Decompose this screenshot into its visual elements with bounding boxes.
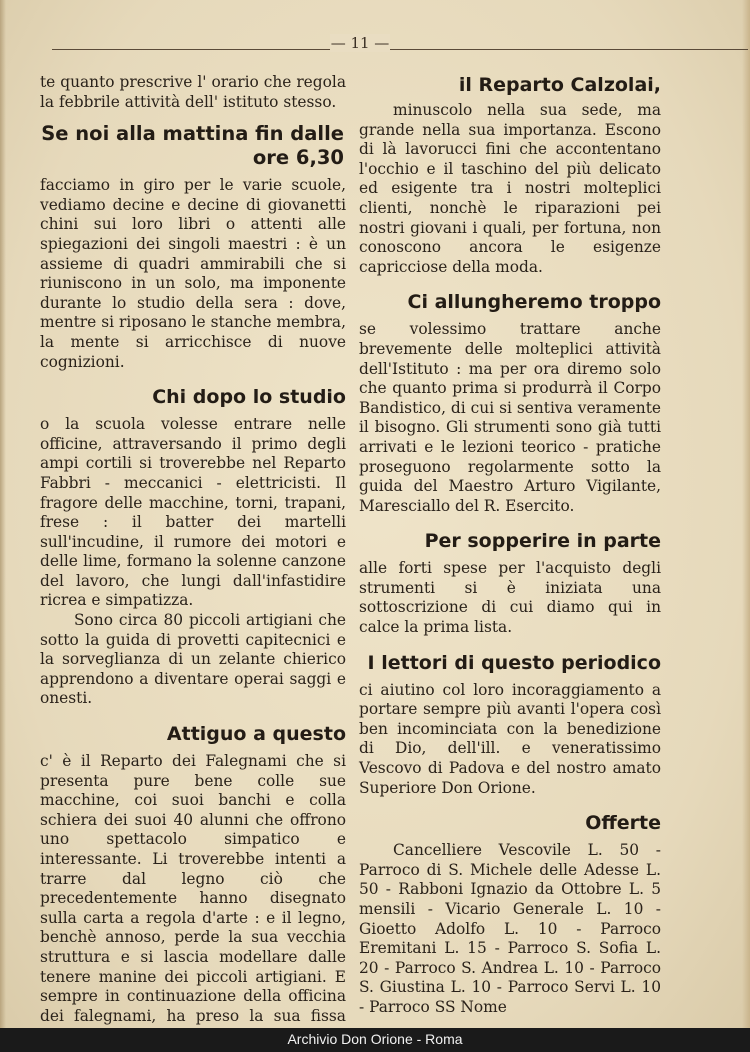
heading-lettori: I lettori di questo periodico <box>367 651 661 674</box>
paragraph-mattina: facciamo in giro per le varie scuole, vediamo decine e decine di giovanetti chini sui loro libri o attenti alle spiegazioni dei singoli maestri : è un assieme di quadri ammirabili che si riuniscono in un solo, ma imponente durante lo studio della sera : dove, mentre si riposano le stanche membra, la mente si arricchisce di nuove cognizioni. <box>40 176 346 371</box>
paragraph-sottoscrizione: alle forti spese per l'acquisto degli strumenti si è iniziata una sottoscrizione di cui diamo qui in calce la prima lista. <box>359 559 661 637</box>
paragraph-falegnami: c' è il Reparto dei Falegnami che si presenta pure bene colle sue macchine, coi suoi banchi e colla schiera dei suoi 40 alunni che offrono uno spettacolo simpatico e interessante. Li troverebbe intenti a trarre dal legno ciò che precedentemente hanno disegnato sulla carta a regola d'arte : e il legno, benchè annoso, perde la sua vecchia struttura e si lascia modellare dalle tenere manine dei piccoli artigiani. E sempre in continuazione della officina dei falegnami, ha preso la sua fissa <box>40 752 346 1025</box>
paragraph-offerte-list: Cancelliere Vescovile L. 50 - Parroco di S. Michele delle Adesse L. 50 - Rabboni Ignazio da Ottobre L. 5 mensili - Vicario Generale L. 10 - Gioetto Adolfo L. 10 - Parroco Eremitani L. 15 - Parroco S. Sofia L. 20 - Parroco S. Andrea L. 10 - Parroco S. Giustina L. 10 - Parroco Servi L. 10 - Parroco SS Nome <box>359 841 661 1016</box>
paragraph-officine: o la scuola volesse entrare nelle officine, attraversando il primo degli ampi cortili si troverebbe nel Reparto Fabbri - meccanici - elettricisti. Il fragore delle macchine, torni, trapani, frese : il batter dei martelli sull'incudine, il rumore dei motori e delle lime, formano la solenne canzone del lavoro, che lungi dall'infastidire ricrea e simpatizza. <box>40 415 346 610</box>
heading-dopo-studio: Chi dopo lo studio <box>152 386 346 409</box>
page-number: — 11 — <box>330 34 390 52</box>
heading-mattina: Se noi alla mattina fin dalle ore 6,30 <box>41 122 344 170</box>
page-right-edge <box>742 0 750 1052</box>
right-column <box>359 74 661 1018</box>
archive-label: Archivio Don Orione - Roma <box>287 1031 463 1047</box>
page-left-edge <box>0 0 6 1052</box>
heading-calzolai: il Reparto Calzolai, <box>458 74 661 96</box>
left-column <box>40 73 346 1046</box>
heading-sopperire: Per sopperire in parte <box>424 530 661 553</box>
paragraph-lettori: ci aiutino col loro incoraggiamento a portare sempre più avanti l'opera così ben incominciata con la benedizione di Dio, dell'ill. e veneratissimo Vescovo di Padova e del nostro amato Superiore Don Orione. <box>359 680 661 797</box>
header-rule <box>52 49 748 51</box>
paragraph-artigiani: Sono circa 80 piccoli artigiani che sotto la guida di provetti capitecnici e la sorveglianza di un zelante chierico apprendono a diventare operai saggi e onesti. <box>40 611 346 708</box>
left-intro-text: te quanto prescrive l' orario che regola la febbrile attività dell' istituto stesso. <box>40 73 346 111</box>
heading-attiguo: Attiguo a questo <box>166 723 346 746</box>
paragraph-calzolai: minuscolo nella sua sede, ma grande nella sua importanza. Escono di là lavorucci fini che accontentano l'occhio e il taschino del più delicato ed esigente tra i nostri molteplici clienti, nonchè le riparazioni pei nostri giovani i quali, per fortuna, non conoscono ancora le esigenze capricciose della moda. <box>359 101 661 276</box>
paragraph-bandistico: se volessimo trattare anche brevemente delle molteplici attività dell'Istituto : ma per ora diremo solo che quanto prima si produrrà il Corpo Bandistico, di cui si sentiva veramente il bisogno. Gli strumenti sono già tutti arrivati e le lezioni teorico - pratiche proseguono regolarmente sotto la guida del Maestro Arturo Vigilante, Maresciallo del R. Esercito. <box>359 320 661 515</box>
heading-allungheremo: Ci allungheremo troppo <box>407 291 661 314</box>
heading-offerte: Offerte <box>585 812 661 835</box>
